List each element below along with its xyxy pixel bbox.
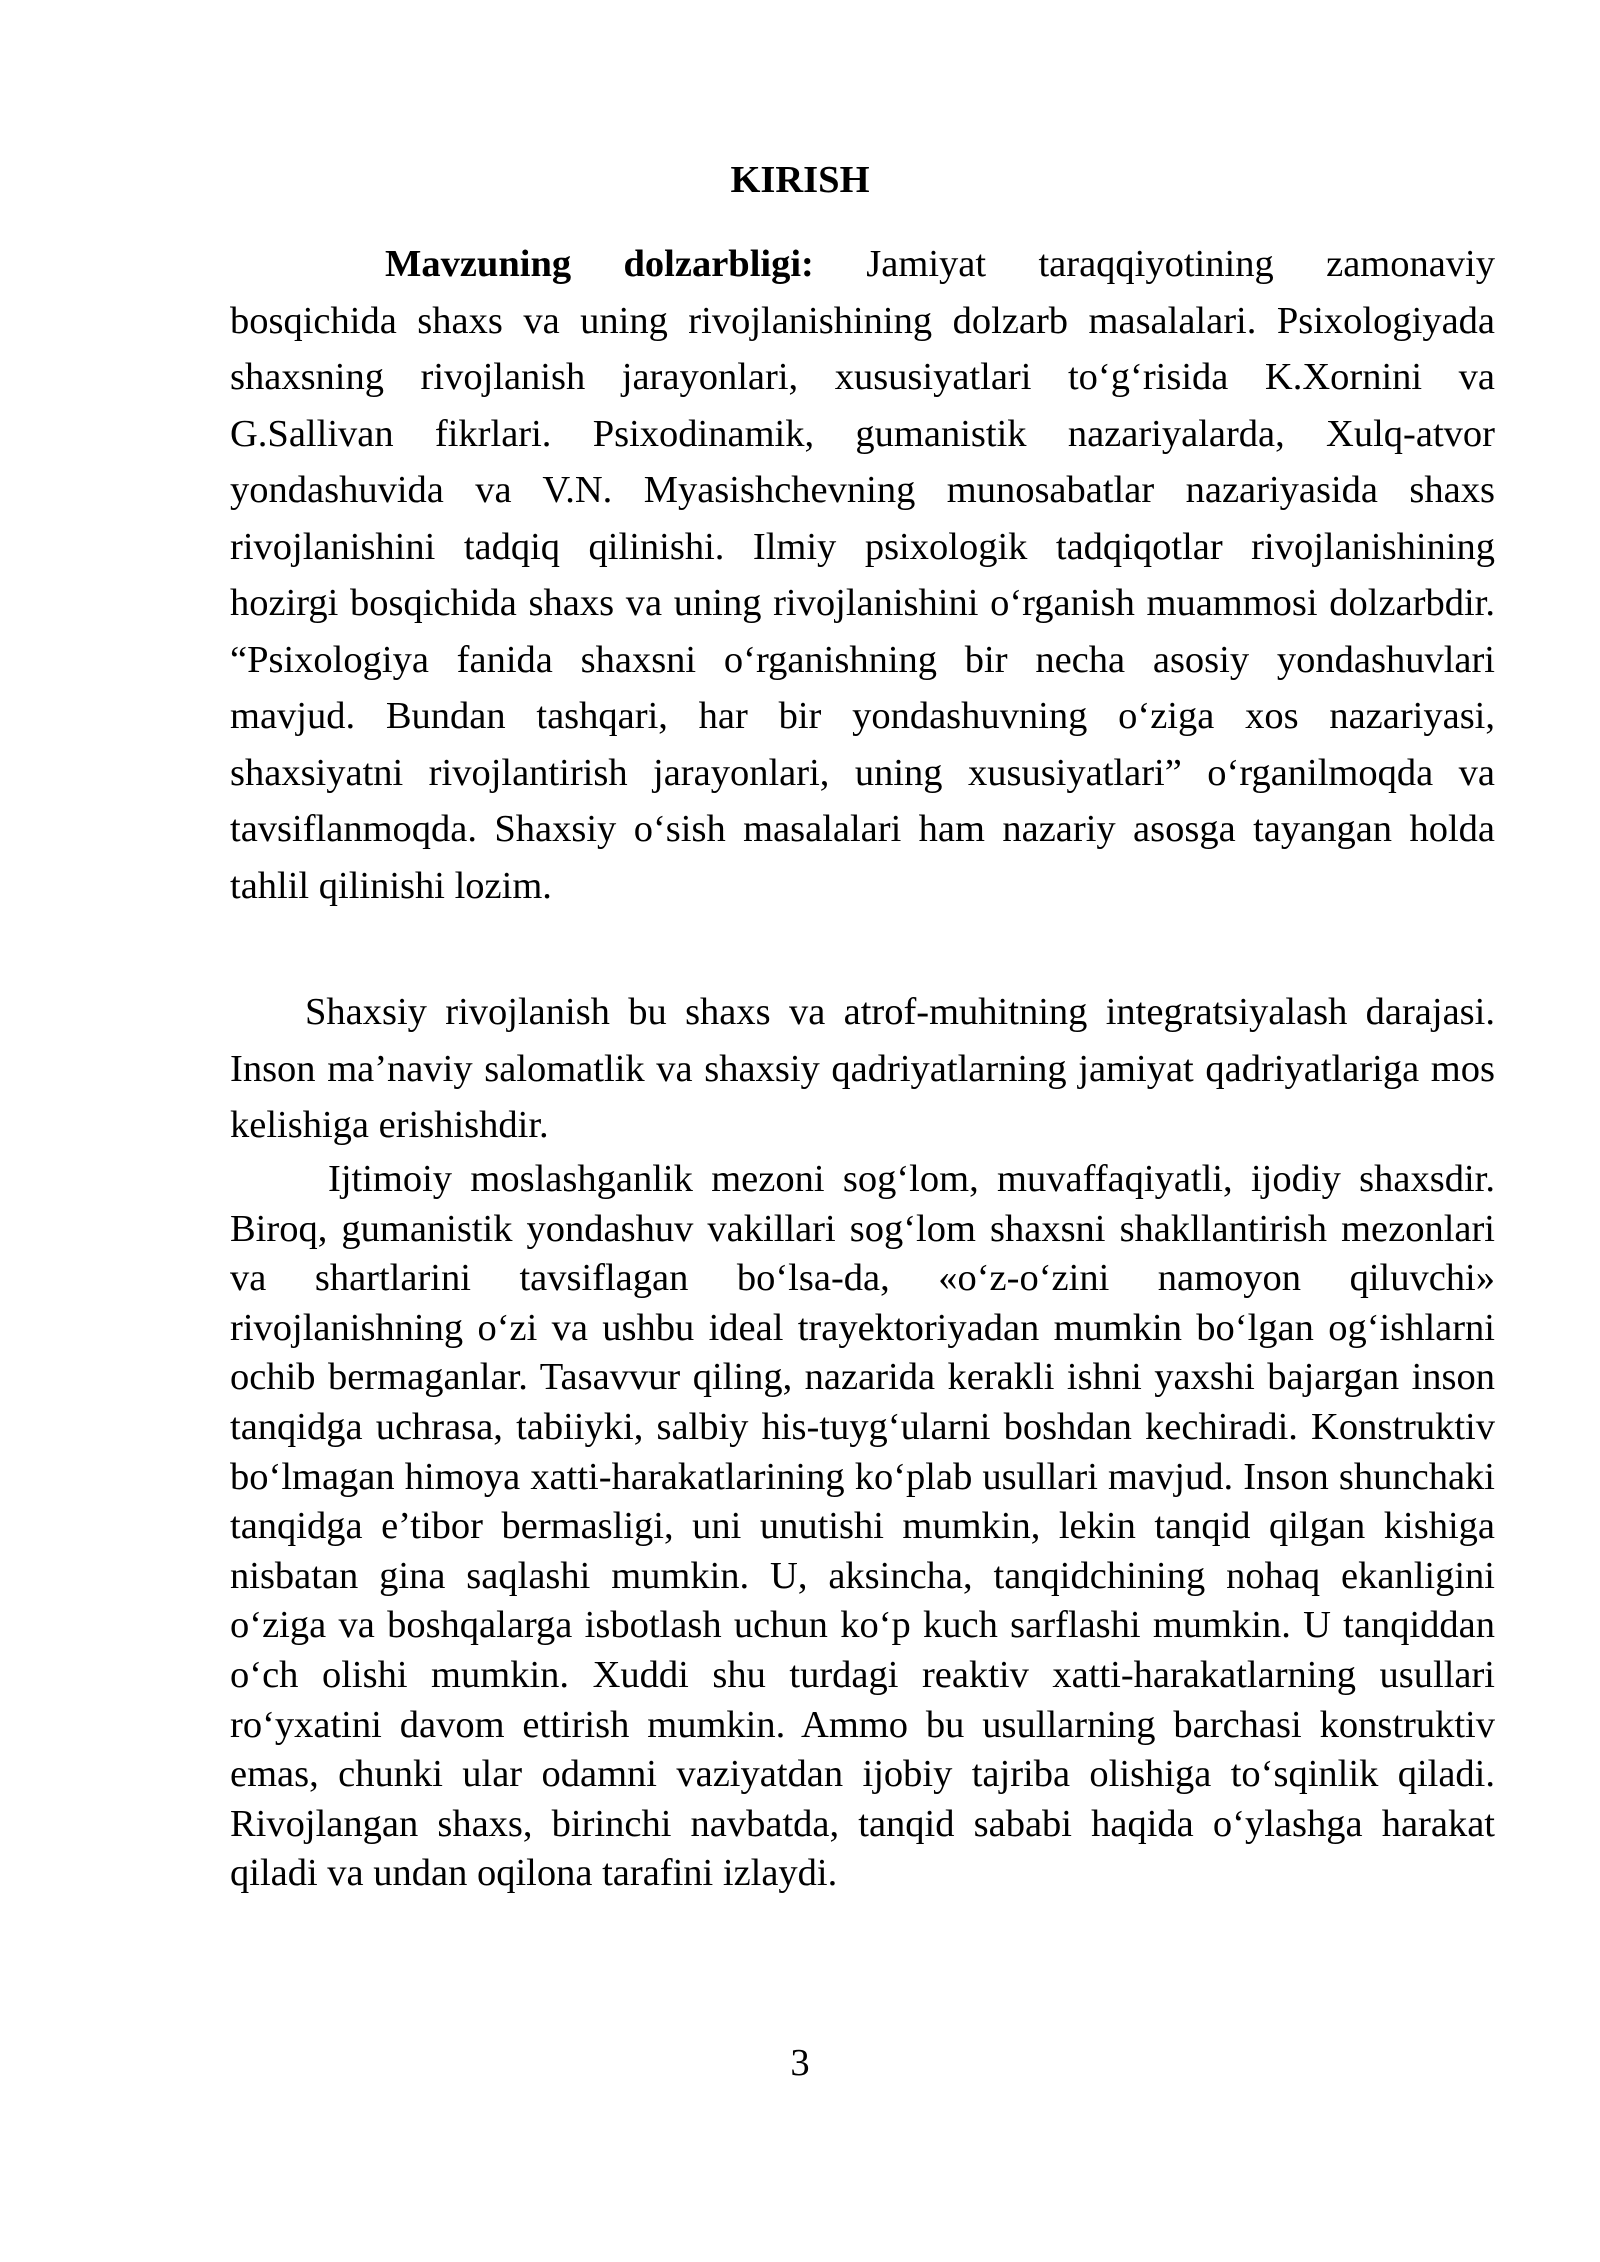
paragraph-social-adaptation: Ijtimoiy moslashganlik mezoni sog‘lom, muvaffaqiyatli, ijodiy shaxsdir. Biroq, gumanistik yondashuv vakillari sog‘lom shaxsni shakllantirish mezonlari va shartlarini tavsiflagan bo‘lsa-da, «o‘z-o‘zini namoyon qiluvchi» rivojlanishning o‘zi va ushbu ideal trayektoriyadan mumkin bo‘lgan og‘ishlarni ochib bermaganlar. Tasavvur qiling, nazarida kerakli ishni yaxshi bajargan inson tanqidga uchrasa, tabiiyki, salbiy his-tuyg‘ularni boshdan kechiradi. Konstruktiv bo‘lmagan himoya xatti-harakatlarining ko‘plab usullari mavjud. Inson shunchaki tanqidga e’tibor bermasligi, uni unutishi mumkin, lekin tanqid qilgan kishiga nisbatan gina saqlashi mumkin. U, aksincha, tanqidchining nohaq ekanligini o‘ziga va boshqalarga isbotlash uchun ko‘p kuch sarflashi mumkin. U tanqiddan o‘ch olishi mumkin. Xuddi shu turdagi reaktiv xatti-harakatlarning usullari ro‘yxatini davom ettirish mumkin. Ammo bu usullarning barchasi konstruktiv emas, chunki ular odamni vaziyatdan ijobiy tajriba olishiga to‘sqinlik qiladi. Rivojlangan shaxs, birinchi navbatda, tanqid sababi haqida o‘ylashga harakat qiladi va undan oqilona tarafini izlaydi. (230, 1158, 1495, 1895)
paragraph-lead: Mavzuning dolzarbligi: (385, 243, 814, 285)
paragraph-text: Jamiyat taraqqiyotining zamonaviy bosqichida shaxs va uning rivojlanishining dolzarb masalalari. Psixologiyada shaxsning rivojlanish jarayonlari, xususiyatlari to‘g‘risida K.Xornini va G.Sallivan fikrlari. Psixodinamik, gumanistik nazariyalarda, Xulq-atvor yondashuvida va V.N. Myasishchevning munosabatlar nazariyasida shaxs rivojlanishini tadqiq qilinishi. Ilmiy psixologik tadqiqotlar rivojlanishining hozirgi bosqichida shaxs va uning rivojlanishini o‘rganish muammosi dolzarbdir. “Psixologiya fanida shaxsni o‘rganishning bir necha asosiy yondashuvlari mavjud. Bundan tashqari, har bir yondashuvning o‘ziga xos nazariyasi, shaxsiyatni rivojlantirish jarayonlari, uning xususiyatlari” o‘rganilmoqda va tavsiflanmoqda. Shaxsiy o‘sish masalalari ham nazariy asosga tayangan holda tahlil qilinishi lozim. (230, 243, 1496, 907)
paragraph-relevance (230, 236, 1495, 914)
paragraph-personal-development: Shaxsiy rivojlanish bu shaxs va atrof-muhitning integratsiyalash darajasi. Inson ma’naviy salomatlik va shaxsiy qadriyatlarning jamiyat qadriyatlariga mos kelishiga erishishdir. (230, 991, 1495, 1146)
page-number: 3 (790, 2042, 810, 2084)
section-title: KIRISH (730, 159, 870, 201)
